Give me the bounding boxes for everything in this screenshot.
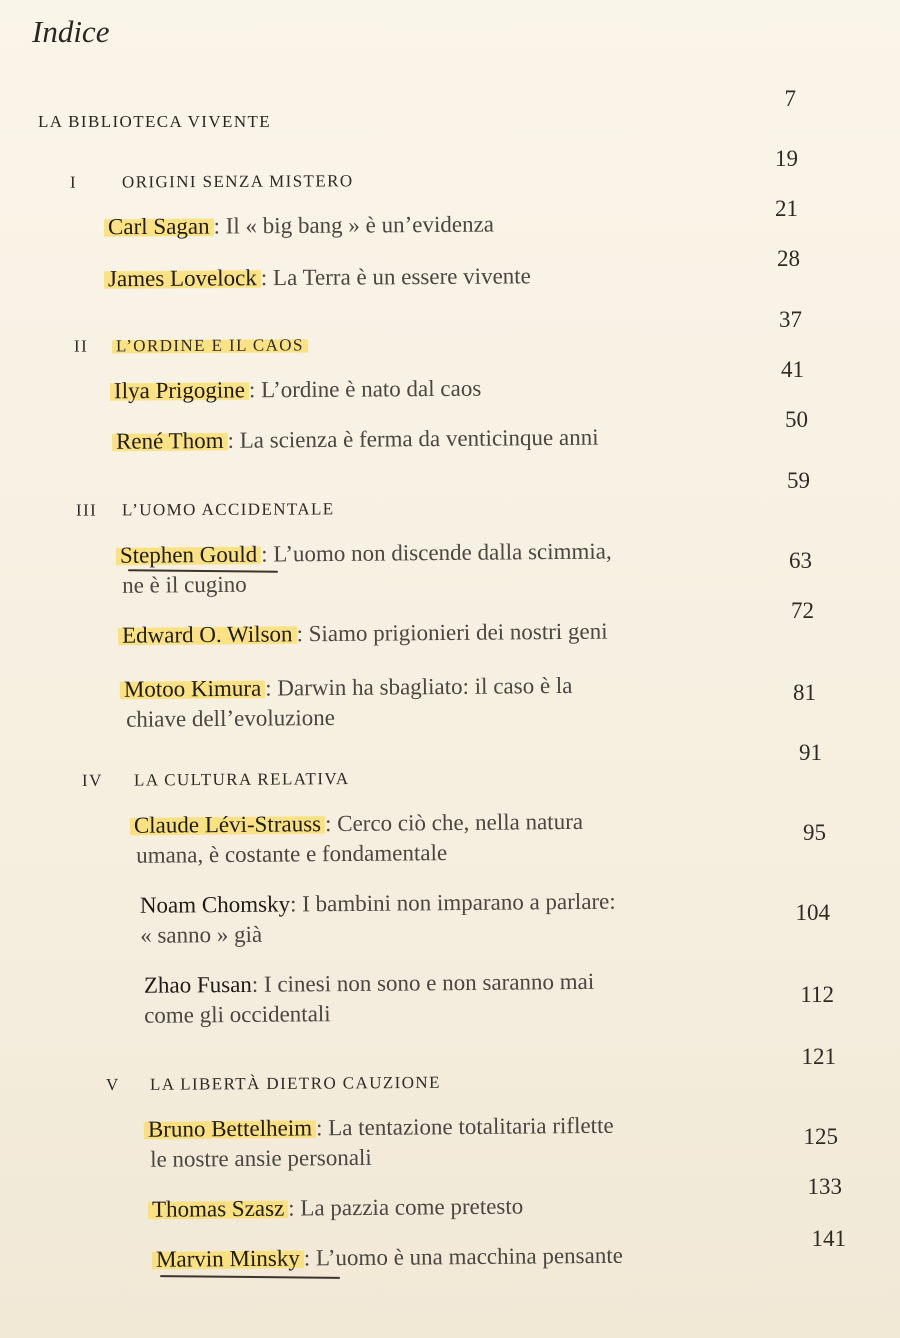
entry-page-number: 21 [775, 196, 798, 221]
entry-author: René Thom [112, 428, 228, 454]
entry-title: : I cinesi non sono e non saranno mai [251, 968, 595, 997]
section-label: LA LIBERTÀ DIETRO CAUZIONE [149, 1072, 441, 1094]
entry-title-continued: le nostre ansie personali [150, 1144, 372, 1172]
entry-title-continued: ne è il cugino [122, 571, 247, 598]
entry-title-continued: come gli occidentali [144, 1001, 331, 1028]
entry-author: Claude Lévi-Strauss [130, 811, 325, 838]
section-numeral: I [69, 172, 78, 192]
entry-title: : L’ordine è nato dal caos [248, 375, 482, 403]
entry-page-number: 81 [793, 680, 816, 705]
section-numeral: III [75, 500, 98, 520]
entry-author: James Lovelock [104, 265, 261, 291]
toc-entry [155, 1239, 798, 1275]
entry-author: Ilya Prigogine [110, 377, 249, 403]
toc-entry [107, 260, 750, 294]
entry-title: : Siamo prigionieri dei nostri geni [296, 618, 608, 647]
entry-author: Stephen Gould [116, 542, 262, 568]
entry-page-number: 63 [789, 548, 812, 573]
entry-page-number: 104 [795, 900, 830, 925]
section-label: ORIGINI SENZA MISTERO [121, 171, 354, 192]
entry-page-number: 72 [791, 598, 814, 623]
section-label: LA CULTURA RELATIVA [133, 769, 350, 790]
section-heading-1 [70, 171, 354, 192]
section-heading-4 [82, 769, 350, 791]
toc-entry [147, 1109, 790, 1175]
entry-title-continued: chiave dell’evoluzione [126, 704, 336, 732]
entry-title: : I bambini non imparano a parlare: [289, 888, 616, 917]
entry-author: Edward O. Wilson [118, 621, 297, 648]
entry-page-number: 133 [807, 1174, 842, 1199]
entry-page-number: 50 [785, 407, 808, 432]
entry-author: Carl Sagan [104, 214, 214, 240]
toc-entry [133, 805, 776, 871]
pen-underline [160, 1275, 340, 1279]
prologue-page-number: 7 [784, 86, 796, 111]
section-label: L’UOMO ACCIDENTALE [121, 499, 335, 520]
toc-entry [119, 535, 762, 601]
entry-title: : Cerco ciò che, nella natura [324, 808, 584, 837]
section-heading-5 [106, 1073, 441, 1095]
toc-entry [113, 372, 756, 406]
toc-entry [121, 615, 764, 651]
entry-page-number: 112 [800, 982, 834, 1007]
toc-entry [123, 669, 766, 735]
entry-page-number: 95 [803, 820, 826, 845]
prologue-heading: LA BIBLIOTECA VIVENTE [38, 112, 272, 131]
entry-title: : L’uomo non discende dalla scimmia, [261, 538, 612, 567]
entry-author: Zhao Fusan [143, 971, 252, 998]
entry-author: Noam Chomsky [139, 891, 291, 918]
entry-title-continued: « sanno » già [140, 921, 263, 948]
entry-title-continued: umana, è costante e fondamentale [136, 840, 448, 868]
section-page-number: 37 [779, 307, 802, 332]
entry-title: : La pazzia come pretesto [288, 1193, 524, 1221]
entry-author: Thomas Szasz [148, 1196, 288, 1222]
entry-title: : La Terra è un essere vivente [260, 263, 531, 291]
section-heading-2 [74, 335, 308, 356]
toc-entry [115, 421, 758, 457]
section-page-number: 59 [787, 468, 810, 493]
entry-author: Motoo Kimura [120, 676, 266, 702]
entry-title: : La scienza è ferma da venticinque anni [227, 424, 599, 453]
section-heading-3 [76, 499, 335, 520]
entry-title: : La tentazione totalitaria riflette [315, 1112, 614, 1141]
entry-page-number: 125 [803, 1124, 838, 1149]
section-numeral: II [73, 336, 89, 356]
toc-entry [151, 1189, 794, 1225]
section-label: L’ORDINE E IL CAOS [112, 335, 308, 355]
toc-entry [107, 208, 750, 242]
page-title: Indice [32, 14, 110, 49]
section-page-number: 121 [801, 1044, 836, 1069]
entry-author: Marvin Minsky [152, 1246, 304, 1272]
entry-author: Bruno Bettelheim [144, 1115, 316, 1142]
entry-title: : Il « big bang » è un’evidenza [213, 211, 495, 239]
entry-page-number: 28 [777, 246, 800, 271]
section-page-number: 19 [775, 146, 798, 171]
section-numeral: V [105, 1075, 120, 1095]
section-numeral: IV [81, 770, 103, 790]
section-page-number: 91 [799, 740, 822, 765]
entry-page-number: 41 [781, 357, 804, 382]
toc-entry [140, 885, 780, 951]
toc-entry [144, 965, 784, 1031]
entry-title: : Darwin ha sbagliato: il caso è la [265, 672, 573, 701]
entry-title: : L’uomo è una macchina pensante [303, 1242, 623, 1271]
entry-page-number: 141 [811, 1226, 846, 1251]
